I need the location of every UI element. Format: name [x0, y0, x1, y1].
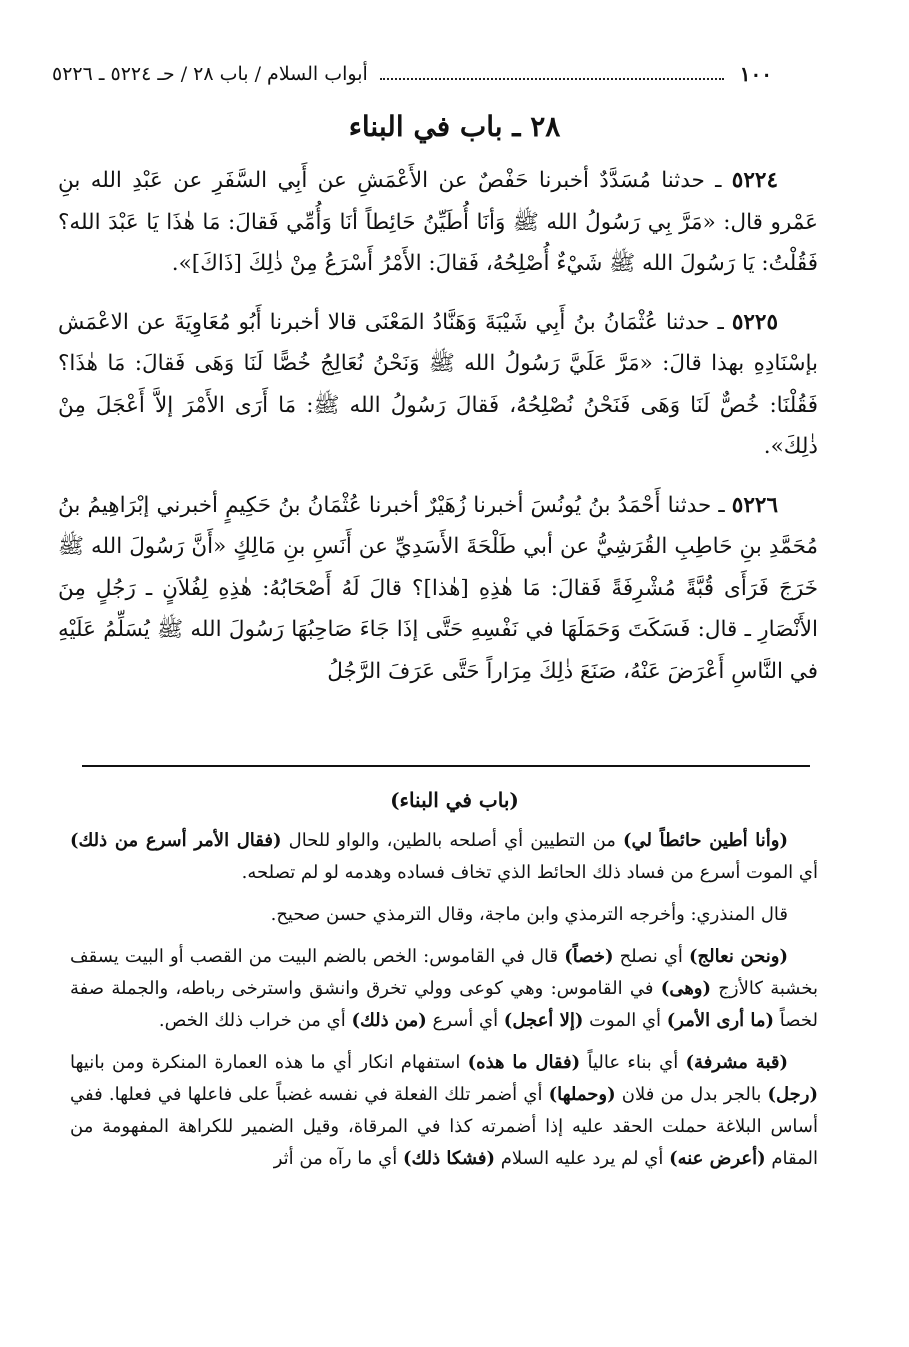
commentary-gloss: أي الموت أسرع من فساد ذلك الحائط الذي تخاف فساده وهدمه لو لم تصلحه. [241, 862, 818, 883]
commentary-lemma: (خصاً) [564, 946, 614, 967]
running-header [52, 58, 772, 90]
commentary-gloss: استفهام انكار أي ما هذه العمارة المنكرة ومن بانيها [70, 1052, 468, 1073]
commentary-gloss: قال المنذري: وأخرجه الترمذي وابن ماجة، وقال الترمذي حسن صحيح. [270, 904, 788, 925]
commentary-lemma: (وهى) [660, 978, 712, 999]
commentary-gloss: بالجر بدل من فلان [615, 1084, 768, 1105]
footnote-divider [82, 765, 810, 767]
header-dot-leader [380, 77, 724, 80]
commentary-gloss: قال في القاموس: الخص بالضم البيت من القصب أو البيت يسقف بخشبة كالأزج [70, 946, 818, 999]
commentary-lemma: (ما أرى الأمر) [666, 1010, 775, 1031]
commentary-lemma: (أعرض عنه) [669, 1148, 766, 1169]
chapter-title: ٢٨ ـ باب في البناء [348, 110, 561, 143]
hadith-paragraph [58, 485, 818, 693]
commentary-title: (باب في البناء) [390, 788, 519, 812]
commentary-gloss: أي لم يرد عليه السلام [495, 1148, 670, 1169]
page-number: ١٠٠ [739, 62, 772, 86]
commentary-lemma: (فقال الأمر أسرع من ذلك) [70, 830, 282, 851]
commentary-text [70, 825, 818, 1185]
hadith-number: ٥٢٢٦ [731, 492, 778, 518]
commentary-lemma: (وأنا أطين حائطاً لي) [623, 830, 789, 851]
commentary-gloss: أي نصلح [613, 946, 690, 967]
commentary-lemma: (قبة مشرفة) [685, 1052, 788, 1073]
commentary-gloss: أي أسرع [426, 1010, 504, 1031]
hadith-paragraph [58, 302, 818, 468]
hadith-number: ٥٢٢٤ [731, 168, 778, 193]
commentary-lemma: (من ذلك) [351, 1010, 427, 1031]
hadith-number: ٥٢٢٥ [731, 309, 779, 335]
commentary-gloss: في القاموس: وهي كوعى وولي تخرق وانشق واسترخى رباطه، والجملة صفة لخصاً [70, 978, 818, 1031]
commentary-paragraph [70, 899, 818, 931]
commentary-paragraph [70, 825, 818, 889]
hadith-body: ـ حدثنا عُثْمَانُ بنُ أَبِي شَيْبَةَ وَهَنَّادُ المَعْنَى قالا أخبرنا أَبُو مُعَاوِيَةَ عن الاعْمَش بإسْنَادِهِ بهذا قالَ: «مَرَّ عَلَيَّ رَسُولُ الله ﷺ وَنَحْنُ نُعَالِجُ خُصًّا لَنَا وَهَى فَقالَ: مَا هٰذَا؟ فَقُلْنَا: خُصٌّ لَنَا وَهَى فَنَحْنُ نُصْلِحُهُ، فَقالَ رَسُولُ الله ﷺ: مَا أَرَى الأَمْرَ إلاَّ أَعْجَلَ مِنْ ذٰلِكَ». [58, 309, 818, 459]
hadith-paragraph [58, 160, 818, 285]
hadith-body: ـ حدثنا أَحْمَدُ بنُ يُونُسَ أخبرنا زُهَيْرٌ أخبرنا عُثْمَانُ بنُ حَكِيمٍ أخبرني إبْرَاهِيمُ بنُ مُحَمَّدِ بنِ حَاطِبِ القُرَشِيُّ عن أبي طَلْحَةَ الأَسَدِيِّ عن أَنَسِ بنِ مَالِكٍ «أَنَّ رَسُولَ الله ﷺ خَرَجَ فَرَأَى قُبَّةً مُشْرِفَةً فَقالَ: مَا هٰذِهِ [هٰذا]؟ قالَ لَهُ أَصْحَابُهُ: هٰذِهِ لِفُلاَنٍ ـ رَجُلٍ مِنَ الأَنْصَارِ ـ قال: فَسَكَتَ وَحَمَلَهَا في نَفْسِهِ حَتَّى إذَا جَاءَ صَاحِبُهَا رَسُولَ الله ﷺ يُسَلِّمُ عَلَيْهِ في النَّاسِ أَعْرَضَ عَنْهُ، صَنَعَ ذٰلِكَ مِرَاراً حَتَّى عَرَفَ الرَّجُلُ [58, 492, 818, 684]
commentary-gloss: أي ما رآه من أثر [273, 1148, 403, 1169]
commentary-gloss: أي بناء عالياً [580, 1052, 686, 1073]
commentary-lemma: (إلا أعجل) [503, 1010, 584, 1031]
commentary-lemma: (فشكا ذلك) [402, 1148, 496, 1169]
commentary-lemma: (رجل) [767, 1084, 818, 1105]
commentary-paragraph [70, 1047, 818, 1175]
running-title: أبواب السلام / باب ٢٨ / حـ ٥٢٢٤ ـ ٥٢٢٦ [52, 63, 368, 85]
commentary-lemma: (ونحن نعالج) [689, 946, 788, 967]
commentary-gloss: أي أضمر تلك الفعلة في نفسه غضباً على فاعلها في فعلها. ففي أساس البلاغة حملت الحقد عليه إذا أضمرته كذا في المرقاة، وقيل الضمير للكراهة المفهومة من المقام [70, 1084, 818, 1169]
commentary-lemma: (وحملها) [548, 1084, 616, 1105]
hadith-text [58, 160, 818, 709]
hadith-body: ـ حدثنا مُسَدَّدٌ أخبرنا حَفْصٌ عن الأَعْمَشِ عن أَبِي السَّفَرِ عن عَبْدِ الله بنِ عَمْرو قال: «مَرَّ بِي رَسُولُ الله ﷺ وَأنَا أُطَيِّنُ حَائِطاً أنَا وَأُمِّي فَقالَ: مَا هٰذَا يَا عَبْدَ الله؟ فَقُلْتُ: يَا رَسُولَ الله ﷺ شَيْءٌ أُصْلِحُهُ، فَقالَ: الأَمْرُ أَسْرَعُ مِنْ ذٰلِكَ [ذَاكَ]». [58, 168, 818, 276]
commentary-gloss: أي الموت [583, 1010, 667, 1031]
commentary-lemma: (فقال ما هذه) [467, 1052, 581, 1073]
commentary-paragraph [70, 941, 818, 1037]
commentary-gloss: أي من خراب ذلك الخص. [158, 1010, 352, 1031]
commentary-gloss: من التطيين أي أصلحه بالطين، والواو للحال [281, 830, 624, 851]
